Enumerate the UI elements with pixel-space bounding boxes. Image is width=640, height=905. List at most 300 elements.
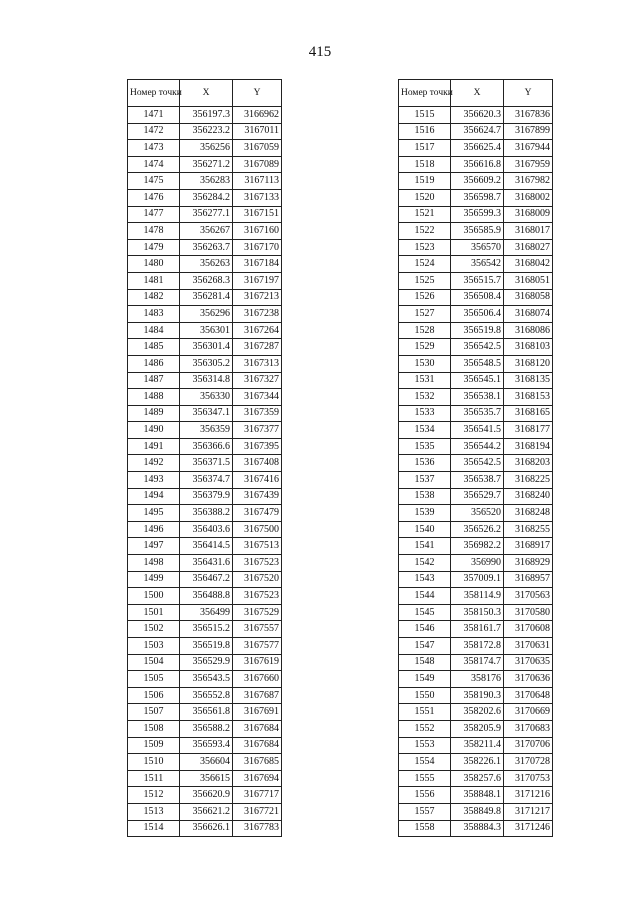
point-number-cell: 1511 — [128, 770, 180, 787]
x-coordinate-cell: 356403.6 — [180, 521, 233, 538]
x-coordinate-cell: 356379.9 — [180, 488, 233, 505]
x-coordinate-cell: 358849.8 — [451, 803, 504, 820]
y-coordinate-cell: 3167513 — [233, 538, 282, 555]
y-coordinate-cell: 3167500 — [233, 521, 282, 538]
y-coordinate-cell: 3167899 — [504, 123, 553, 140]
point-number-cell: 1540 — [399, 521, 451, 538]
table-row — [399, 306, 553, 323]
x-coordinate-cell: 356990 — [451, 555, 504, 572]
point-number-cell: 1547 — [399, 638, 451, 655]
y-coordinate-cell: 3168074 — [504, 306, 553, 323]
table-row — [128, 604, 282, 621]
x-coordinate-cell: 356526.2 — [451, 521, 504, 538]
y-coordinate-cell: 3168042 — [504, 256, 553, 273]
y-coordinate-cell: 3167959 — [504, 156, 553, 173]
y-coordinate-cell: 3168255 — [504, 521, 553, 538]
x-coordinate-cell: 358205.9 — [451, 720, 504, 737]
table-row — [128, 638, 282, 655]
y-coordinate-cell: 3170635 — [504, 654, 553, 671]
point-number-cell: 1533 — [399, 405, 451, 422]
table-row — [399, 787, 553, 804]
x-coordinate-cell: 358202.6 — [451, 704, 504, 721]
y-coordinate-cell: 3167197 — [233, 272, 282, 289]
point-number-cell: 1501 — [128, 604, 180, 621]
point-number-cell: 1485 — [128, 339, 180, 356]
x-coordinate-cell: 358172.8 — [451, 638, 504, 655]
table-row — [399, 472, 553, 489]
table-row — [128, 355, 282, 372]
point-number-cell: 1558 — [399, 820, 451, 837]
y-coordinate-cell: 3167619 — [233, 654, 282, 671]
x-coordinate-cell: 358257.6 — [451, 770, 504, 787]
y-coordinate-cell: 3167520 — [233, 571, 282, 588]
y-coordinate-cell: 3167327 — [233, 372, 282, 389]
page-number: 415 — [308, 44, 332, 60]
y-coordinate-cell: 3168194 — [504, 438, 553, 455]
x-coordinate-cell: 356488.8 — [180, 588, 233, 605]
table-row — [399, 538, 553, 555]
x-coordinate-cell: 356256 — [180, 140, 233, 157]
x-coordinate-cell: 356588.2 — [180, 720, 233, 737]
x-coordinate-cell: 358226.1 — [451, 754, 504, 771]
table-row — [128, 555, 282, 572]
y-coordinate-cell: 3168248 — [504, 505, 553, 522]
point-number-cell: 1523 — [399, 239, 451, 256]
table-row — [128, 820, 282, 837]
y-coordinate-cell: 3170636 — [504, 671, 553, 688]
table-row — [399, 820, 553, 837]
x-coordinate-cell: 356541.5 — [451, 422, 504, 439]
x-coordinate-cell: 356585.9 — [451, 223, 504, 240]
point-number-cell: 1541 — [399, 538, 451, 555]
y-coordinate-cell: 3167944 — [504, 140, 553, 157]
table-row — [399, 107, 553, 124]
point-number-cell: 1492 — [128, 455, 180, 472]
table-row — [128, 339, 282, 356]
x-coordinate-cell: 356347.1 — [180, 405, 233, 422]
x-coordinate-cell: 356296 — [180, 306, 233, 323]
x-coordinate-cell: 356267 — [180, 223, 233, 240]
y-coordinate-cell: 3167395 — [233, 438, 282, 455]
y-coordinate-cell: 3168017 — [504, 223, 553, 240]
x-coordinate-cell: 356609.2 — [451, 173, 504, 190]
y-coordinate-cell: 3168135 — [504, 372, 553, 389]
point-number-cell: 1535 — [399, 438, 451, 455]
point-number-cell: 1545 — [399, 604, 451, 621]
x-coordinate-cell: 356277.1 — [180, 206, 233, 223]
point-number-cell: 1482 — [128, 289, 180, 306]
y-coordinate-cell: 3170728 — [504, 754, 553, 771]
x-coordinate-cell: 356620.9 — [180, 787, 233, 804]
table-row — [399, 555, 553, 572]
y-coordinate-cell: 3167170 — [233, 239, 282, 256]
y-coordinate-cell: 3168120 — [504, 355, 553, 372]
table-row — [128, 571, 282, 588]
x-coordinate-cell: 356314.8 — [180, 372, 233, 389]
y-coordinate-cell: 3167416 — [233, 472, 282, 489]
table-row — [399, 438, 553, 455]
x-coordinate-cell: 356371.5 — [180, 455, 233, 472]
coordinates-table-left — [127, 79, 282, 837]
point-number-cell: 1536 — [399, 455, 451, 472]
point-number-cell: 1506 — [128, 687, 180, 704]
y-coordinate-cell: 3167344 — [233, 389, 282, 406]
x-coordinate-cell: 358114.9 — [451, 588, 504, 605]
y-coordinate-cell: 3167685 — [233, 754, 282, 771]
table-row — [128, 306, 282, 323]
point-number-cell: 1496 — [128, 521, 180, 538]
y-coordinate-cell: 3167160 — [233, 223, 282, 240]
table-row — [128, 422, 282, 439]
table-row — [128, 704, 282, 721]
x-coordinate-cell: 356301.4 — [180, 339, 233, 356]
point-number-cell: 1551 — [399, 704, 451, 721]
point-number-cell: 1516 — [399, 123, 451, 140]
y-coordinate-cell: 3170631 — [504, 638, 553, 655]
y-header: Y — [233, 80, 282, 107]
x-coordinate-cell: 356552.8 — [180, 687, 233, 704]
x-coordinate-cell: 356604 — [180, 754, 233, 771]
table-row — [128, 289, 282, 306]
table-row — [399, 654, 553, 671]
table-header-row — [128, 80, 282, 107]
x-coordinate-cell: 356561.8 — [180, 704, 233, 721]
point-number-cell: 1537 — [399, 472, 451, 489]
table-row — [128, 322, 282, 339]
table-row — [399, 372, 553, 389]
point-number-cell: 1498 — [128, 555, 180, 572]
table-row — [399, 123, 553, 140]
y-coordinate-cell: 3167264 — [233, 322, 282, 339]
table-row — [399, 256, 553, 273]
point-number-cell: 1481 — [128, 272, 180, 289]
x-coordinate-cell: 356508.4 — [451, 289, 504, 306]
table-row — [128, 787, 282, 804]
x-coordinate-cell: 358174.7 — [451, 654, 504, 671]
point-number-cell: 1514 — [128, 820, 180, 837]
point-number-cell: 1518 — [399, 156, 451, 173]
y-coordinate-cell: 3170563 — [504, 588, 553, 605]
y-coordinate-cell: 3167184 — [233, 256, 282, 273]
x-coordinate-cell: 356268.3 — [180, 272, 233, 289]
x-coordinate-cell: 356599.3 — [451, 206, 504, 223]
point-number-cell: 1478 — [128, 223, 180, 240]
point-number-cell: 1507 — [128, 704, 180, 721]
point-number-cell: 1555 — [399, 770, 451, 787]
y-coordinate-cell: 3167479 — [233, 505, 282, 522]
x-coordinate-cell: 356529.7 — [451, 488, 504, 505]
y-coordinate-cell: 3168002 — [504, 189, 553, 206]
point-number-cell: 1491 — [128, 438, 180, 455]
x-coordinate-cell: 357009.1 — [451, 571, 504, 588]
x-coordinate-cell: 356535.7 — [451, 405, 504, 422]
table-row — [128, 754, 282, 771]
point-number-cell: 1473 — [128, 140, 180, 157]
y-coordinate-cell: 3168086 — [504, 322, 553, 339]
table-row — [128, 372, 282, 389]
x-coordinate-cell: 356499 — [180, 604, 233, 621]
table-row — [128, 438, 282, 455]
table-row — [128, 405, 282, 422]
point-number-cell: 1556 — [399, 787, 451, 804]
x-coordinate-cell: 358211.4 — [451, 737, 504, 754]
point-number-cell: 1494 — [128, 488, 180, 505]
point-number-cell: 1522 — [399, 223, 451, 240]
table-row — [128, 588, 282, 605]
point-number-cell: 1512 — [128, 787, 180, 804]
table-row — [128, 472, 282, 489]
x-coordinate-cell: 356284.2 — [180, 189, 233, 206]
y-coordinate-cell: 3168957 — [504, 571, 553, 588]
point-number-header: Номер точки — [399, 80, 451, 107]
table-row — [399, 770, 553, 787]
point-number-cell: 1543 — [399, 571, 451, 588]
table-row — [399, 206, 553, 223]
y-coordinate-cell: 3167238 — [233, 306, 282, 323]
table-row — [399, 687, 553, 704]
table-row — [128, 770, 282, 787]
y-coordinate-cell: 3167359 — [233, 405, 282, 422]
point-number-cell: 1488 — [128, 389, 180, 406]
x-coordinate-cell: 356515.2 — [180, 621, 233, 638]
y-coordinate-cell: 3170683 — [504, 720, 553, 737]
table-row — [399, 140, 553, 157]
y-coordinate-cell: 3167691 — [233, 704, 282, 721]
point-number-cell: 1530 — [399, 355, 451, 372]
x-coordinate-cell: 356374.7 — [180, 472, 233, 489]
x-coordinate-cell: 356431.6 — [180, 555, 233, 572]
table-row — [128, 521, 282, 538]
x-coordinate-cell: 356538.7 — [451, 472, 504, 489]
y-coordinate-cell: 3166962 — [233, 107, 282, 124]
y-coordinate-cell: 3168240 — [504, 488, 553, 505]
point-number-cell: 1513 — [128, 803, 180, 820]
x-coordinate-cell: 356283 — [180, 173, 233, 190]
point-number-cell: 1534 — [399, 422, 451, 439]
point-number-cell: 1549 — [399, 671, 451, 688]
table-row — [128, 107, 282, 124]
table-row — [128, 123, 282, 140]
y-coordinate-cell: 3171217 — [504, 803, 553, 820]
x-coordinate-cell: 356223.2 — [180, 123, 233, 140]
point-number-cell: 1503 — [128, 638, 180, 655]
x-coordinate-cell: 356197.3 — [180, 107, 233, 124]
y-coordinate-cell: 3168153 — [504, 389, 553, 406]
y-coordinate-cell: 3170648 — [504, 687, 553, 704]
x-coordinate-cell: 356263.7 — [180, 239, 233, 256]
table-row — [399, 289, 553, 306]
table-row — [128, 256, 282, 273]
x-header: X — [180, 80, 233, 107]
y-coordinate-cell: 3170580 — [504, 604, 553, 621]
table-row — [128, 737, 282, 754]
table-row — [399, 488, 553, 505]
point-number-cell: 1520 — [399, 189, 451, 206]
point-number-cell: 1495 — [128, 505, 180, 522]
table-row — [399, 621, 553, 638]
table-row — [128, 671, 282, 688]
table-row — [128, 621, 282, 638]
y-coordinate-cell: 3167133 — [233, 189, 282, 206]
y-coordinate-cell: 3168009 — [504, 206, 553, 223]
table-row — [399, 355, 553, 372]
x-coordinate-cell: 356545.1 — [451, 372, 504, 389]
table-row — [399, 389, 553, 406]
point-number-cell: 1502 — [128, 621, 180, 638]
point-number-cell: 1515 — [399, 107, 451, 124]
y-coordinate-cell: 3170753 — [504, 770, 553, 787]
point-number-cell: 1477 — [128, 206, 180, 223]
y-coordinate-cell: 3168225 — [504, 472, 553, 489]
y-coordinate-cell: 3167687 — [233, 687, 282, 704]
y-coordinate-cell: 3170608 — [504, 621, 553, 638]
x-coordinate-cell: 356281.4 — [180, 289, 233, 306]
point-number-cell: 1553 — [399, 737, 451, 754]
point-number-cell: 1475 — [128, 173, 180, 190]
y-coordinate-cell: 3167377 — [233, 422, 282, 439]
y-coordinate-cell: 3167684 — [233, 720, 282, 737]
point-number-cell: 1532 — [399, 389, 451, 406]
y-coordinate-cell: 3168058 — [504, 289, 553, 306]
table-row — [399, 189, 553, 206]
x-coordinate-cell: 356542.5 — [451, 339, 504, 356]
x-coordinate-cell: 356542 — [451, 256, 504, 273]
x-coordinate-cell: 356624.7 — [451, 123, 504, 140]
y-coordinate-cell: 3167313 — [233, 355, 282, 372]
x-coordinate-cell: 356414.5 — [180, 538, 233, 555]
y-coordinate-cell: 3167151 — [233, 206, 282, 223]
x-coordinate-cell: 356263 — [180, 256, 233, 273]
x-header: X — [451, 80, 504, 107]
y-coordinate-cell: 3168051 — [504, 272, 553, 289]
table-row — [399, 339, 553, 356]
table-row — [399, 638, 553, 655]
table-row — [128, 189, 282, 206]
point-number-cell: 1471 — [128, 107, 180, 124]
table-row — [399, 571, 553, 588]
y-coordinate-cell: 3171246 — [504, 820, 553, 837]
y-coordinate-cell: 3167836 — [504, 107, 553, 124]
table-row — [128, 272, 282, 289]
table-row — [128, 538, 282, 555]
point-number-cell: 1550 — [399, 687, 451, 704]
x-coordinate-cell: 356467.2 — [180, 571, 233, 588]
point-number-cell: 1490 — [128, 422, 180, 439]
point-number-cell: 1525 — [399, 272, 451, 289]
point-number-cell: 1508 — [128, 720, 180, 737]
x-coordinate-cell: 356570 — [451, 239, 504, 256]
point-number-cell: 1526 — [399, 289, 451, 306]
y-coordinate-cell: 3171216 — [504, 787, 553, 804]
x-coordinate-cell: 356506.4 — [451, 306, 504, 323]
table-row — [399, 422, 553, 439]
y-coordinate-cell: 3167059 — [233, 140, 282, 157]
y-coordinate-cell: 3167684 — [233, 737, 282, 754]
point-number-cell: 1480 — [128, 256, 180, 273]
x-coordinate-cell: 356529.9 — [180, 654, 233, 671]
table-row — [399, 754, 553, 771]
table-row — [128, 455, 282, 472]
x-coordinate-cell: 356542.5 — [451, 455, 504, 472]
table-row — [399, 720, 553, 737]
y-coordinate-cell: 3167113 — [233, 173, 282, 190]
table-row — [128, 140, 282, 157]
x-coordinate-cell: 356330 — [180, 389, 233, 406]
point-number-cell: 1542 — [399, 555, 451, 572]
point-number-cell: 1483 — [128, 306, 180, 323]
table-row — [128, 505, 282, 522]
x-coordinate-cell: 356388.2 — [180, 505, 233, 522]
table-row — [399, 322, 553, 339]
point-number-cell: 1529 — [399, 339, 451, 356]
table-row — [399, 173, 553, 190]
table-row — [399, 223, 553, 240]
table-row — [399, 405, 553, 422]
point-number-cell: 1510 — [128, 754, 180, 771]
y-coordinate-cell: 3170669 — [504, 704, 553, 721]
x-coordinate-cell: 356520 — [451, 505, 504, 522]
x-coordinate-cell: 356305.2 — [180, 355, 233, 372]
table-row — [399, 704, 553, 721]
point-number-cell: 1519 — [399, 173, 451, 190]
point-number-cell: 1474 — [128, 156, 180, 173]
x-coordinate-cell: 356548.5 — [451, 355, 504, 372]
point-number-cell: 1554 — [399, 754, 451, 771]
point-number-cell: 1521 — [399, 206, 451, 223]
x-coordinate-cell: 358848.1 — [451, 787, 504, 804]
table-row — [128, 687, 282, 704]
point-number-cell: 1548 — [399, 654, 451, 671]
x-coordinate-cell: 356366.6 — [180, 438, 233, 455]
point-number-cell: 1500 — [128, 588, 180, 605]
y-coordinate-cell: 3167011 — [233, 123, 282, 140]
point-number-header: Номер точки — [128, 80, 180, 107]
y-coordinate-cell: 3168929 — [504, 555, 553, 572]
table-row — [399, 671, 553, 688]
table-row — [128, 803, 282, 820]
point-number-cell: 1487 — [128, 372, 180, 389]
table-row — [399, 737, 553, 754]
table-row — [399, 505, 553, 522]
point-number-cell: 1484 — [128, 322, 180, 339]
x-coordinate-cell: 356621.2 — [180, 803, 233, 820]
x-coordinate-cell: 356598.7 — [451, 189, 504, 206]
y-coordinate-cell: 3167529 — [233, 604, 282, 621]
point-number-cell: 1539 — [399, 505, 451, 522]
table-row — [128, 156, 282, 173]
x-coordinate-cell: 356593.4 — [180, 737, 233, 754]
y-coordinate-cell: 3168203 — [504, 455, 553, 472]
table-row — [399, 803, 553, 820]
point-number-cell: 1531 — [399, 372, 451, 389]
table-row — [128, 206, 282, 223]
y-coordinate-cell: 3167717 — [233, 787, 282, 804]
table-row — [128, 654, 282, 671]
table-row — [399, 272, 553, 289]
point-number-cell: 1479 — [128, 239, 180, 256]
y-coordinate-cell: 3167577 — [233, 638, 282, 655]
x-coordinate-cell: 356515.7 — [451, 272, 504, 289]
point-number-cell: 1486 — [128, 355, 180, 372]
y-coordinate-cell: 3167557 — [233, 621, 282, 638]
y-coordinate-cell: 3170706 — [504, 737, 553, 754]
y-coordinate-cell: 3168165 — [504, 405, 553, 422]
x-coordinate-cell: 358161.7 — [451, 621, 504, 638]
y-header: Y — [504, 80, 553, 107]
table-row — [128, 389, 282, 406]
point-number-cell: 1476 — [128, 189, 180, 206]
point-number-cell: 1524 — [399, 256, 451, 273]
